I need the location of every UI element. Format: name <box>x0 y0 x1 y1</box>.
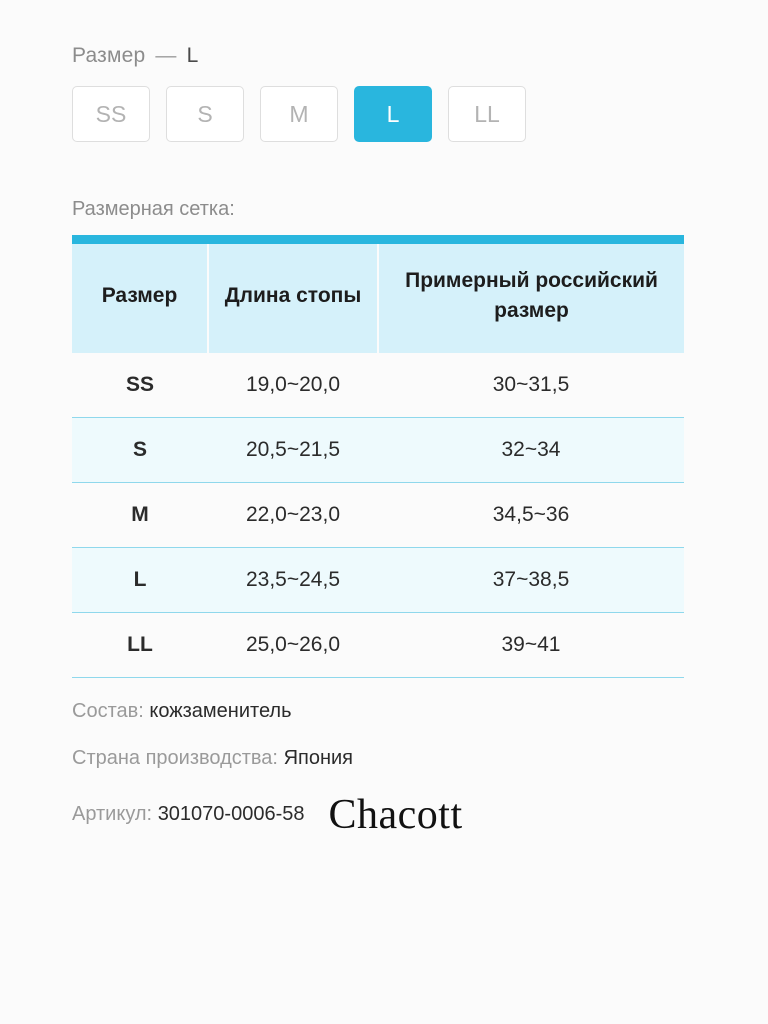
table-row <box>72 482 684 547</box>
article-row <box>72 803 304 826</box>
cell-ru-size: 34,5~36 <box>378 482 684 547</box>
country-row <box>72 747 696 770</box>
size-option-ll[interactable]: LL <box>448 86 526 142</box>
cell-ru-size: 37~38,5 <box>378 547 684 612</box>
table-row <box>72 417 684 482</box>
article-value: 301070-0006-58 <box>157 803 305 826</box>
cell-length: 20,5~21,5 <box>208 417 378 482</box>
size-dash: — <box>155 44 177 67</box>
selected-size-value: L <box>186 44 199 67</box>
product-info <box>72 700 696 836</box>
size-options <box>72 86 696 142</box>
cell-length: 22,0~23,0 <box>208 482 378 547</box>
table-row <box>72 353 684 418</box>
size-option-s[interactable]: S <box>166 86 244 142</box>
cell-size: S <box>72 417 208 482</box>
article-brand-row <box>72 791 696 838</box>
cell-ru-size: 39~41 <box>378 612 684 677</box>
material-label: Состав: <box>72 699 144 722</box>
article-label: Артикул: <box>72 803 153 826</box>
cell-length: 19,0~20,0 <box>208 353 378 418</box>
cell-length: 25,0~26,0 <box>208 612 378 677</box>
country-label: Страна производства: <box>72 746 278 769</box>
cell-size: L <box>72 547 208 612</box>
country-value: Япония <box>283 746 354 769</box>
table-row <box>72 612 684 677</box>
size-label: Размер <box>72 44 146 67</box>
material-value: кожзаменитель <box>149 699 292 722</box>
size-option-m[interactable]: M <box>260 86 338 142</box>
header-foot-length: Длина стопы <box>208 240 378 353</box>
cell-size: LL <box>72 612 208 677</box>
size-grid-title: Размерная сетка: <box>72 198 235 220</box>
cell-ru-size: 30~31,5 <box>378 353 684 418</box>
cell-ru-size: 32~34 <box>378 417 684 482</box>
cell-size: M <box>72 482 208 547</box>
material-row <box>72 700 696 723</box>
cell-size: SS <box>72 353 208 418</box>
table-row <box>72 547 684 612</box>
header-size: Размер <box>72 240 208 353</box>
size-option-ss[interactable]: SS <box>72 86 150 142</box>
size-selector-heading <box>72 44 696 68</box>
header-russian-size: Примерный российский размер <box>378 240 684 353</box>
size-option-l[interactable]: L <box>354 86 432 142</box>
size-grid-table <box>72 235 684 678</box>
brand-logo: Chacott <box>328 791 463 838</box>
cell-length: 23,5~24,5 <box>208 547 378 612</box>
table-header-row <box>72 240 684 353</box>
